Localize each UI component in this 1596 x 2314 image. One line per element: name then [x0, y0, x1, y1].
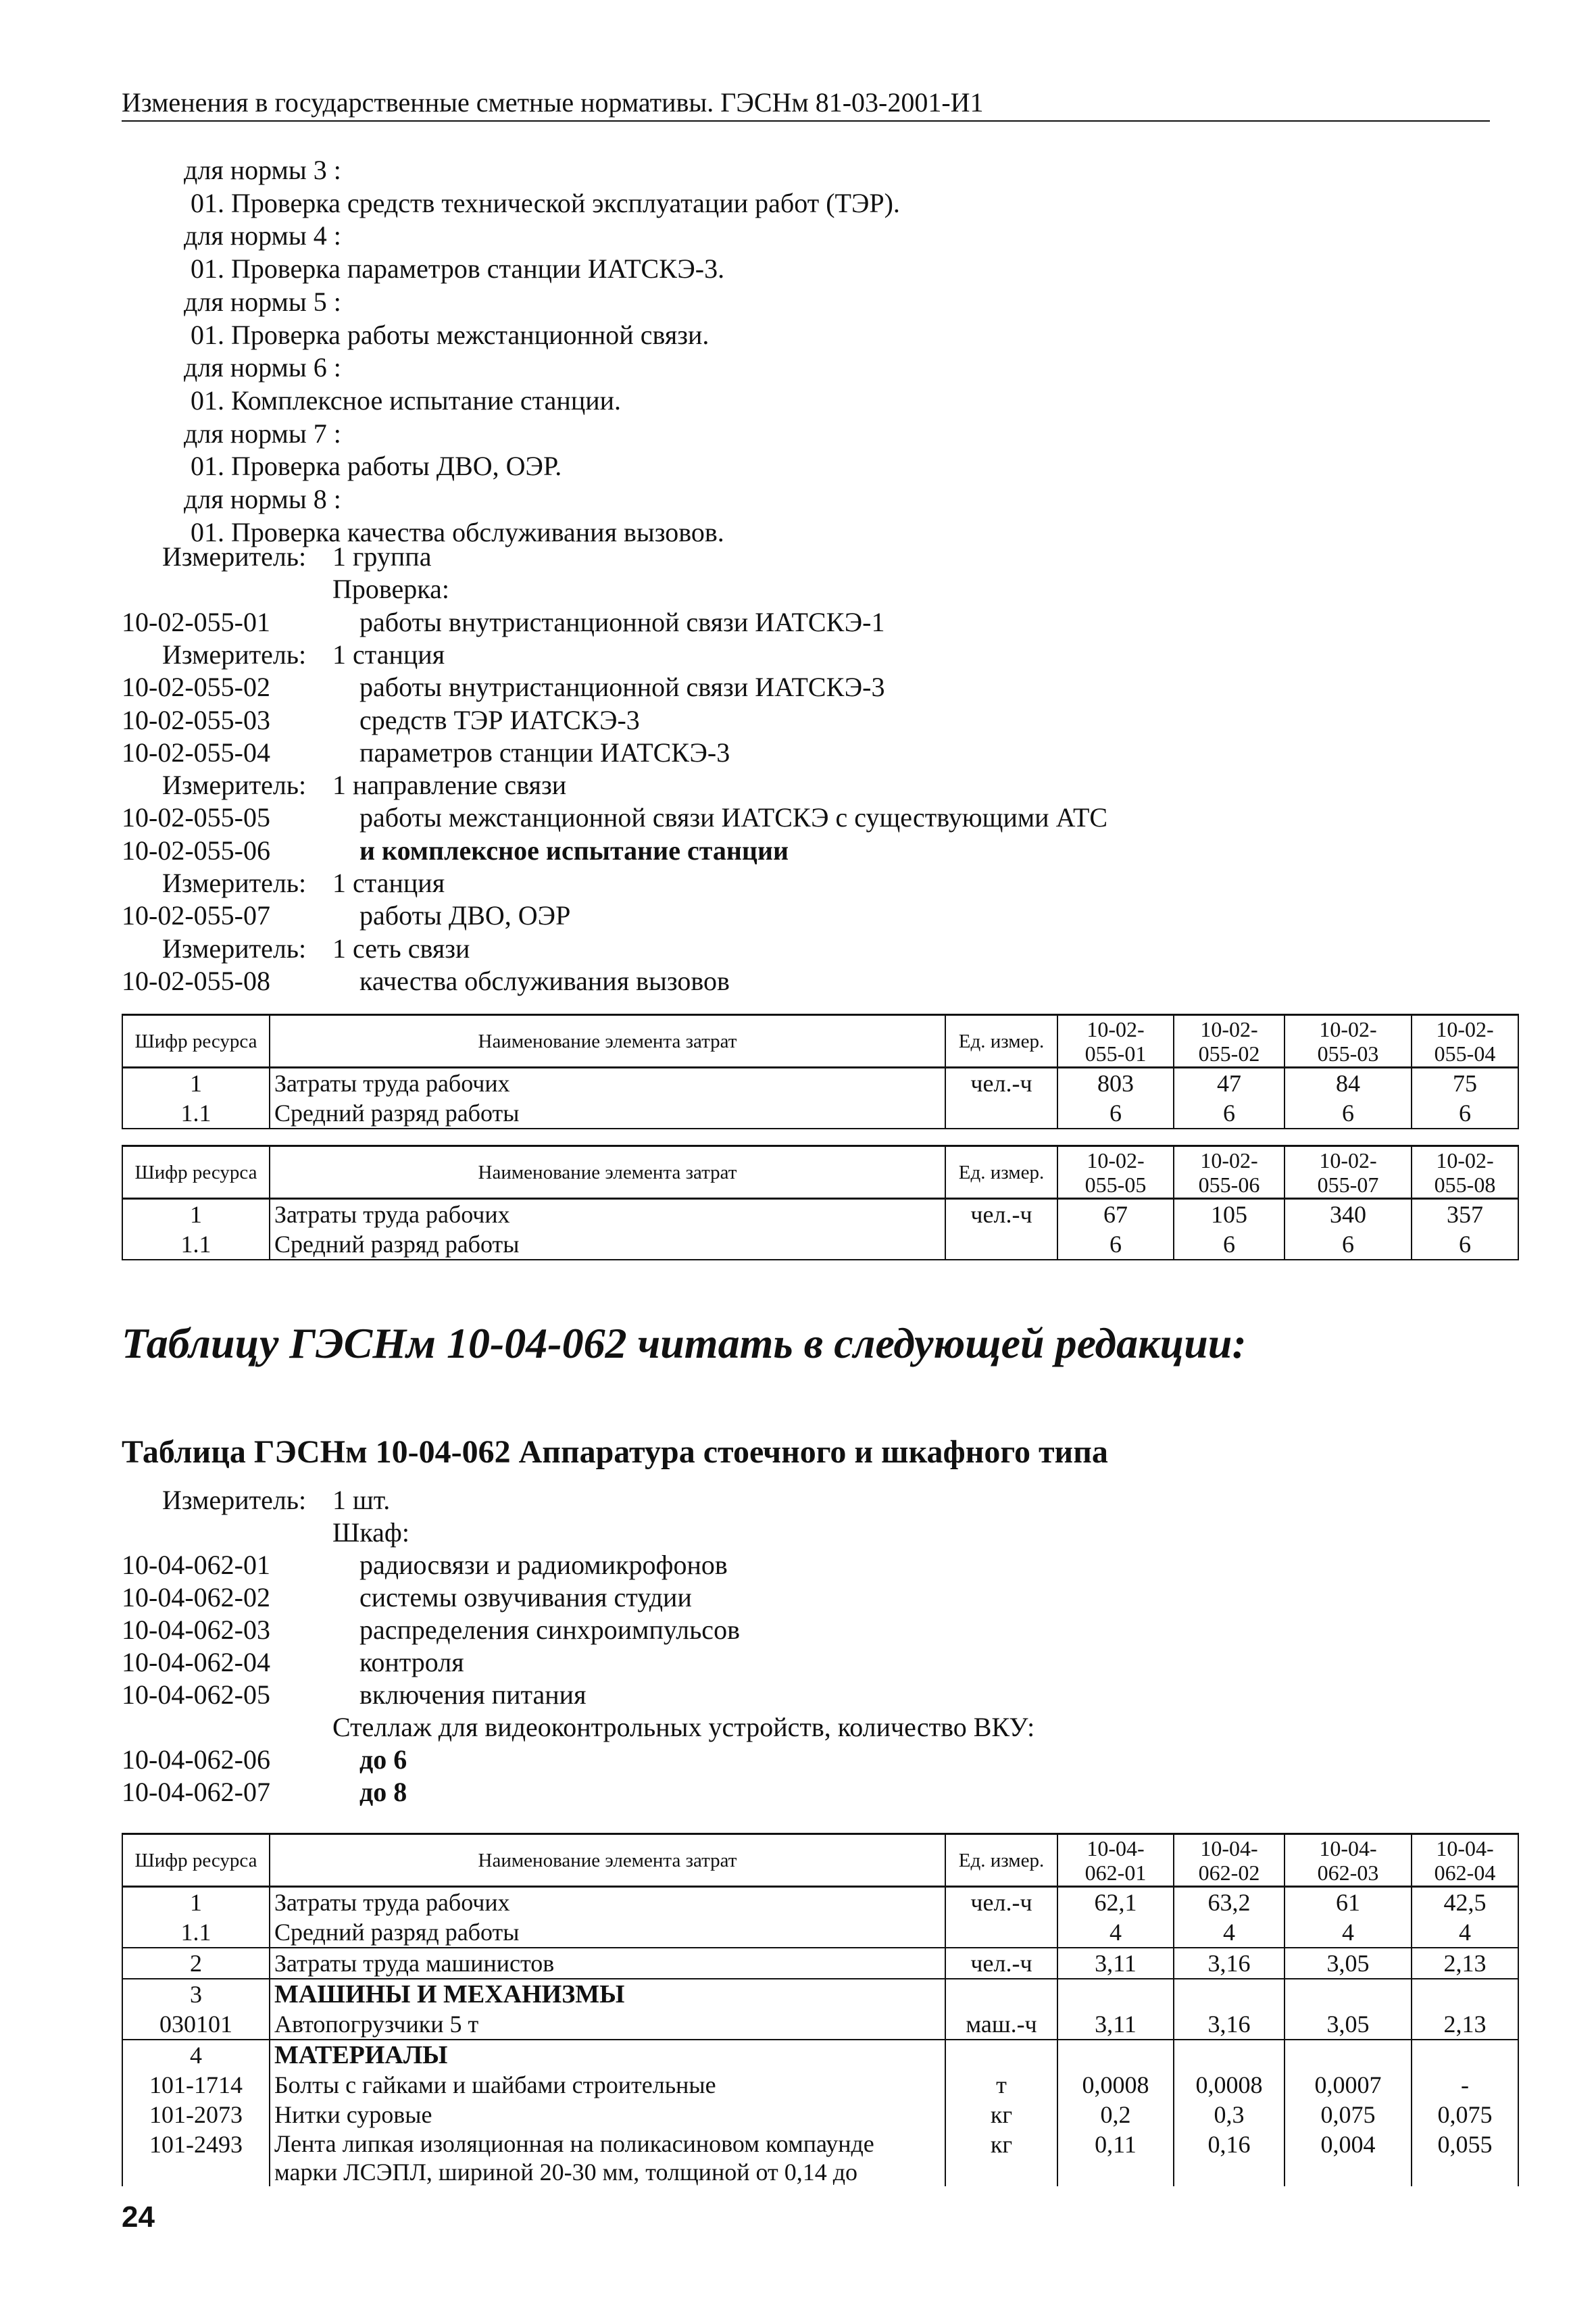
- cell-value: 62,1: [1057, 1887, 1174, 1918]
- col-header-resource: Шифр ресурса: [122, 1146, 270, 1199]
- cell-resource-code: 101-2493: [122, 2130, 270, 2186]
- table-row: [122, 2100, 1518, 2130]
- cell-empty: [1057, 1979, 1174, 2009]
- col-header-norm-code: 10-04- 062-03: [1285, 1834, 1412, 1887]
- cell-empty: [1174, 2040, 1285, 2070]
- cell-value: 0,0008: [1057, 2070, 1174, 2100]
- norm-description: до 6: [359, 1744, 407, 1775]
- col-header-name: Наименование элемента затрат: [270, 1015, 945, 1068]
- cell-section-name: МАШИНЫ И МЕХАНИЗМЫ: [270, 1979, 945, 2009]
- measure-label: Измеритель:: [162, 639, 307, 670]
- norm-description: параметров станции ИАТСКЭ-3: [359, 737, 730, 768]
- cell-empty: [945, 2040, 1057, 2070]
- table-row: [122, 1887, 1518, 1918]
- norm-step-line: 01. Проверка работы ДВО, ОЭР.: [191, 451, 562, 482]
- table-row: [122, 1229, 1518, 1260]
- cell-value: 6: [1057, 1098, 1174, 1129]
- table-row: [122, 2040, 1518, 2070]
- cell-value: 3,11: [1057, 2009, 1174, 2040]
- col-header-norm-code: 10-02- 055-01: [1057, 1015, 1174, 1068]
- norm-description: контроля: [359, 1647, 464, 1677]
- page-header: Изменения в государственные сметные нормативы. ГЭСНм 81-03-2001-И1: [122, 87, 984, 118]
- norm-heading-line: для нормы 8 :: [184, 484, 341, 514]
- cell-value: 63,2: [1174, 1887, 1285, 1918]
- cell-value: 0,16: [1174, 2130, 1285, 2186]
- cell-unit: чел.-ч: [945, 1068, 1057, 1099]
- norm-code: 10-02-055-03: [122, 704, 270, 735]
- measure-label: Измеритель:: [162, 1485, 307, 1515]
- cell-value: 75: [1412, 1068, 1518, 1099]
- cell-value: 61: [1285, 1887, 1412, 1918]
- cell-resource-code: 3: [122, 1979, 270, 2009]
- cell-cost-name: Средний разряд работы: [270, 1229, 945, 1260]
- cell-resource-code: 4: [122, 2040, 270, 2070]
- cell-value: 47: [1174, 1068, 1285, 1099]
- norm-heading-line: для нормы 6 :: [184, 352, 341, 383]
- norm-heading-line: для нормы 5 :: [184, 286, 341, 317]
- col-header-resource: Шифр ресурса: [122, 1834, 270, 1887]
- norm-step-line: 01. Проверка качества обслуживания вызовов.: [191, 516, 724, 547]
- norm-code: 10-02-055-07: [122, 900, 270, 931]
- cell-resource-code: 1.1: [122, 1229, 270, 1260]
- cell-empty: [945, 1979, 1057, 2009]
- cell-value: 6: [1285, 1098, 1412, 1129]
- measure-value: 1 станция: [332, 639, 445, 670]
- measure-label: Измеритель:: [162, 770, 307, 801]
- group-heading: Стеллаж для видеоконтрольных устройств, количество ВКУ:: [332, 1712, 1035, 1742]
- norm-code: 10-02-055-08: [122, 965, 270, 996]
- norm-code: 10-04-062-07: [122, 1777, 270, 1807]
- table-row: [122, 2130, 1518, 2186]
- cell-value: 2,13: [1412, 1948, 1518, 1979]
- cell-value: 0,075: [1412, 2100, 1518, 2130]
- measure-value: 1 сеть связи: [332, 933, 470, 964]
- cell-unit: [945, 1917, 1057, 1948]
- cell-unit: кг: [945, 2100, 1057, 2130]
- cell-value: -: [1412, 2070, 1518, 2100]
- cell-value: 3,16: [1174, 1948, 1285, 1979]
- norm-description: работы внутристанционной связи ИАТСКЭ-1: [359, 606, 885, 637]
- norm-description: до 8: [359, 1777, 407, 1807]
- col-header-unit: Ед. измер.: [945, 1015, 1057, 1068]
- cell-cost-name: Автопогрузчики 5 т: [270, 2009, 945, 2040]
- cell-value: 6: [1057, 1229, 1174, 1260]
- norm-description: работы внутристанционной связи ИАТСКЭ-3: [359, 672, 885, 703]
- measure-label: Измеритель:: [162, 933, 307, 964]
- cell-value: 0,3: [1174, 2100, 1285, 2130]
- col-header-norm-code: 10-02- 055-05: [1057, 1146, 1174, 1199]
- cell-empty: [1057, 2040, 1174, 2070]
- cell-empty: [1285, 2040, 1412, 2070]
- norm-code: 10-04-062-02: [122, 1582, 270, 1613]
- col-header-norm-code: 10-02- 055-03: [1285, 1015, 1412, 1068]
- col-header-resource: Шифр ресурса: [122, 1015, 270, 1068]
- cell-value: 4: [1057, 1917, 1174, 1948]
- norm-description: и комплексное испытание станции: [359, 835, 789, 866]
- cell-resource-code: 1: [122, 1199, 270, 1230]
- table-row: [122, 1199, 1518, 1230]
- group-heading: Проверка:: [332, 574, 449, 605]
- norm-code: 10-02-055-02: [122, 672, 270, 703]
- cell-cost-name: Затраты труда рабочих: [270, 1199, 945, 1230]
- norm-code: 10-04-062-03: [122, 1615, 270, 1645]
- cell-value: 340: [1285, 1199, 1412, 1230]
- cell-unit: [945, 1229, 1057, 1260]
- norm-heading-line: для нормы 3 :: [184, 155, 341, 185]
- cell-resource-code: 101-1714: [122, 2070, 270, 2100]
- col-header-name: Наименование элемента затрат: [270, 1834, 945, 1887]
- cell-value: 0,2: [1057, 2100, 1174, 2130]
- cell-value: 4: [1412, 1917, 1518, 1948]
- measure-value: 1 направление связи: [332, 770, 567, 801]
- cell-cost-name: Затраты труда рабочих: [270, 1887, 945, 1918]
- resource-table-062: [122, 1833, 1519, 2186]
- cell-resource-code: 1: [122, 1887, 270, 1918]
- col-header-norm-code: 10-04- 062-04: [1412, 1834, 1518, 1887]
- norm-code: 10-02-055-06: [122, 835, 270, 866]
- table-row: [122, 2009, 1518, 2040]
- cell-value: 3,16: [1174, 2009, 1285, 2040]
- norm-step-line: 01. Проверка средств технической эксплуатации работ (ТЭР).: [191, 187, 900, 218]
- norm-step-line: 01. Комплексное испытание станции.: [191, 385, 622, 416]
- norm-step-line: 01. Проверка работы межстанционной связи.: [191, 319, 709, 350]
- group-heading: Шкаф:: [332, 1517, 409, 1548]
- cell-unit: чел.-ч: [945, 1887, 1057, 1918]
- col-header-unit: Ед. измер.: [945, 1834, 1057, 1887]
- norm-code: 10-02-055-01: [122, 606, 270, 637]
- cell-unit: т: [945, 2070, 1057, 2100]
- cell-resource-code: 1: [122, 1068, 270, 1099]
- norm-code: 10-04-062-06: [122, 1744, 270, 1775]
- resource-table-055-05-08: [122, 1145, 1519, 1260]
- cell-value: 6: [1174, 1229, 1285, 1260]
- measure-value: 1 станция: [332, 868, 445, 898]
- norm-code: 10-04-062-04: [122, 1647, 270, 1677]
- norm-description: работы межстанционной связи ИАТСКЭ с существующими АТС: [359, 802, 1108, 833]
- norm-description: включения питания: [359, 1679, 587, 1710]
- table-title: Таблица ГЭСНм 10-04-062 Аппаратура стоечного и шкафного типа: [122, 1434, 1108, 1470]
- cell-value: 6: [1412, 1229, 1518, 1260]
- cell-value: 2,13: [1412, 2009, 1518, 2040]
- cell-value: 3,05: [1285, 2009, 1412, 2040]
- col-header-unit: Ед. измер.: [945, 1146, 1057, 1199]
- col-header-norm-code: 10-02- 055-02: [1174, 1015, 1285, 1068]
- cell-empty: [1412, 1979, 1518, 2009]
- norm-code: 10-02-055-04: [122, 737, 270, 768]
- cell-empty: [1285, 1979, 1412, 2009]
- table-row: [122, 1068, 1518, 1099]
- measure-label: Измеритель:: [162, 868, 307, 898]
- col-header-name: Наименование элемента затрат: [270, 1146, 945, 1199]
- cell-resource-code: 1.1: [122, 1917, 270, 1948]
- cell-cost-name: Лента липкая изоляционная на поликасиновом компаунде марки ЛСЭПЛ, шириной 20-30 мм, толщиной от 0,14 до: [270, 2130, 945, 2186]
- cell-value: 105: [1174, 1199, 1285, 1230]
- norm-code: 10-04-062-01: [122, 1550, 270, 1580]
- norm-description: радиосвязи и радиомикрофонов: [359, 1550, 728, 1580]
- cell-unit: кг: [945, 2130, 1057, 2186]
- cell-empty: [1174, 1979, 1285, 2009]
- cell-value: 0,075: [1285, 2100, 1412, 2130]
- cell-value: 0,004: [1285, 2130, 1412, 2186]
- cell-value: 6: [1412, 1098, 1518, 1129]
- col-header-norm-code: 10-02- 055-07: [1285, 1146, 1412, 1199]
- cell-value: 84: [1285, 1068, 1412, 1099]
- cell-resource-code: 101-2073: [122, 2100, 270, 2130]
- cell-value: 4: [1174, 1917, 1285, 1948]
- cell-value: 0,0008: [1174, 2070, 1285, 2100]
- table-row: [122, 1948, 1518, 1979]
- revision-notice-title: Таблицу ГЭСНм 10-04-062 читать в следующей редакции:: [122, 1319, 1247, 1367]
- table-row: [122, 1917, 1518, 1948]
- cell-cost-name: Средний разряд работы: [270, 1098, 945, 1129]
- norm-code: 10-04-062-05: [122, 1679, 270, 1710]
- cell-cost-name: Болты с гайками и шайбами строительные: [270, 2070, 945, 2100]
- cell-unit: чел.-ч: [945, 1199, 1057, 1230]
- cell-cost-name: Нитки суровые: [270, 2100, 945, 2130]
- cell-value: 3,11: [1057, 1948, 1174, 1979]
- measure-value: 1 шт.: [332, 1485, 391, 1515]
- cell-unit: маш.-ч: [945, 2009, 1057, 2040]
- norm-step-line: 01. Проверка параметров станции ИАТСКЭ-3.: [191, 253, 725, 285]
- cell-unit: [945, 1098, 1057, 1129]
- norm-description: системы озвучивания студии: [359, 1582, 692, 1613]
- norm-description: качества обслуживания вызовов: [359, 965, 730, 996]
- cell-value: 67: [1057, 1199, 1174, 1230]
- norm-description: работы ДВО, ОЭР: [359, 900, 571, 931]
- cell-cost-name: Затраты труда машинистов: [270, 1948, 945, 1979]
- cell-value: 4: [1285, 1917, 1412, 1948]
- norm-description: распределения синхроимпульсов: [359, 1615, 740, 1645]
- measure-value: 1 группа: [332, 541, 432, 572]
- measure-label: Измеритель:: [162, 541, 307, 572]
- cell-empty: [1412, 2040, 1518, 2070]
- cell-value: 357: [1412, 1199, 1518, 1230]
- table-row: [122, 2070, 1518, 2100]
- col-header-norm-code: 10-04- 062-02: [1174, 1834, 1285, 1887]
- cell-value: 6: [1285, 1229, 1412, 1260]
- cell-resource-code: 1.1: [122, 1098, 270, 1129]
- resource-table-055-01-04: [122, 1014, 1519, 1129]
- cell-cost-name: Затраты труда рабочих: [270, 1068, 945, 1099]
- cell-unit: чел.-ч: [945, 1948, 1057, 1979]
- cell-value: 0,055: [1412, 2130, 1518, 2186]
- header-rule: [122, 120, 1490, 122]
- col-header-norm-code: 10-02- 055-04: [1412, 1015, 1518, 1068]
- cell-value: 0,0007: [1285, 2070, 1412, 2100]
- col-header-norm-code: 10-04- 062-01: [1057, 1834, 1174, 1887]
- col-header-norm-code: 10-02- 055-08: [1412, 1146, 1518, 1199]
- cell-value: 42,5: [1412, 1887, 1518, 1918]
- cell-value: 803: [1057, 1068, 1174, 1099]
- page-number: 24: [122, 2200, 155, 2234]
- cell-value: 0,11: [1057, 2130, 1174, 2186]
- norm-code: 10-02-055-05: [122, 802, 270, 833]
- norm-description: средств ТЭР ИАТСКЭ-3: [359, 704, 640, 735]
- cell-resource-code: 030101: [122, 2009, 270, 2040]
- cell-cost-name: Средний разряд работы: [270, 1917, 945, 1948]
- cell-resource-code: 2: [122, 1948, 270, 1979]
- table-row: [122, 1979, 1518, 2009]
- col-header-norm-code: 10-02- 055-06: [1174, 1146, 1285, 1199]
- table-row: [122, 1098, 1518, 1129]
- cell-value: 3,05: [1285, 1948, 1412, 1979]
- cell-section-name: МАТЕРИАЛЫ: [270, 2040, 945, 2070]
- cell-value: 6: [1174, 1098, 1285, 1129]
- norm-heading-line: для нормы 4 :: [184, 220, 341, 251]
- norm-heading-line: для нормы 7 :: [184, 418, 341, 449]
